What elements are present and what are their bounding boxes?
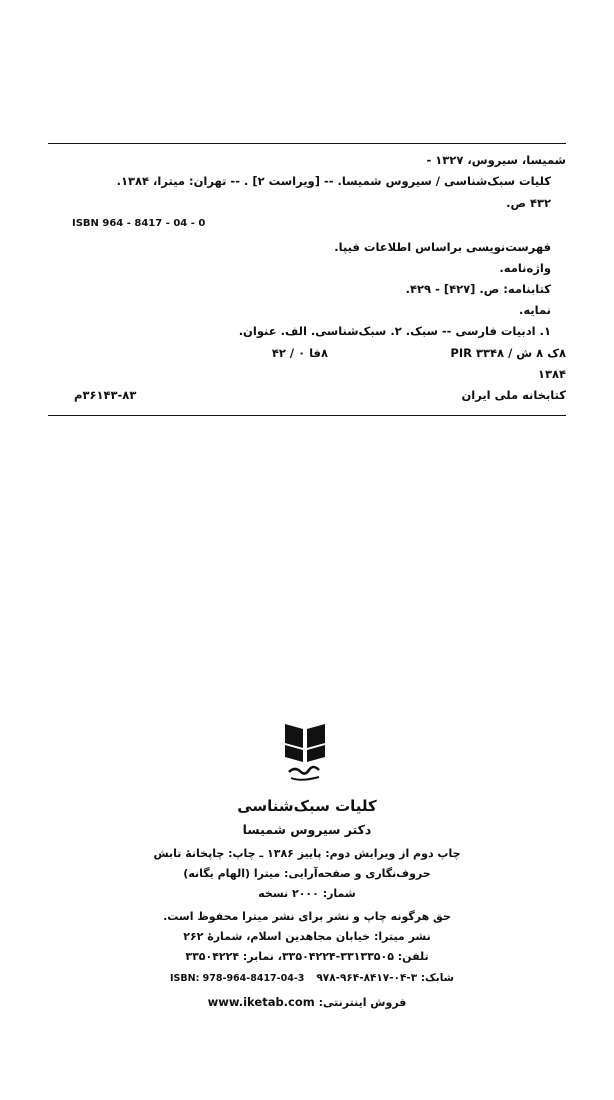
cip-record-number: ۳۶۱۴۳-۸۳م xyxy=(74,388,137,402)
cip-class-dewey: ۸فا ۰ / ۴۲ xyxy=(271,346,328,360)
colophon-typesetting: حروف‌نگاری و صفحه‌آرایی: میترا (الهام یگانه) xyxy=(183,867,431,880)
website-link[interactable]: www.iketab.com xyxy=(207,995,315,1009)
colophon-print-run: شمار: ۲۰۰۰ نسخه xyxy=(258,887,356,900)
publisher-logo xyxy=(283,722,327,782)
cip-year: ۱۳۸۴ xyxy=(537,367,566,381)
colophon-isbn-persian: شابک: ۳-۰۴-۸۴۱۷-۹۶۴-۹۷۸ xyxy=(316,972,454,984)
cip-library: کتابخانه ملی ایران xyxy=(461,388,566,402)
online-sales-label: فروش اینترنتی: xyxy=(318,996,407,1009)
cip-glossary: واژه‌نامه. xyxy=(499,261,551,275)
colophon-book-title: کلیات سبک‌شناسی xyxy=(237,797,377,815)
online-sales xyxy=(0,995,614,1009)
cip-isbn: ISBN 964 - 8417 - 04 - 0 xyxy=(72,218,206,229)
cip-author: شمیسا، سیروس، ۱۳۲۷ - xyxy=(426,153,566,167)
cip-fipa: فهرست‌نویسی براساس اطلاعات فیپا. xyxy=(334,240,551,254)
bottom-rule xyxy=(48,415,566,416)
cip-class-pir: ۸ک ۸ ش / PIR ۳۳۴۸ xyxy=(450,346,566,360)
cip-index: نمایه. xyxy=(518,303,551,317)
publisher-logo-graphic xyxy=(283,722,327,782)
colophon-isbn-latin: ISBN: 978-964-8417-04-3 xyxy=(170,973,305,984)
colophon-address: نشر میترا: خیابان مجاهدین اسلام، شمارهٔ ۲۶۲ xyxy=(183,930,431,943)
colophon-phone: تلفن: ۳۳۱۳۳۵۰۵-۳۳۵۰۴۲۲۴، نمابر: ۳۳۵۰۴۲۲۴ xyxy=(185,950,429,963)
colophon-edition: چاپ دوم از ویرایش دوم: پاییز ۱۳۸۶ ـ چاپ: چاپخانهٔ تابش xyxy=(153,847,461,860)
cip-pages: ۴۳۲ ص. xyxy=(506,196,551,210)
cip-subjects: ۱. ادبیات فارسی -- سبک. ۲. سبک‌شناسی. الف. عنوان. xyxy=(238,324,551,338)
colophon-rights: حق هرگونه چاپ و نشر برای نشر میترا محفوظ است. xyxy=(163,910,451,923)
cip-title: کلیات سبک‌شناسی / سیروس شمیسا. -- [ویراست ۲] . -- تهران: میترا، ۱۳۸۴. xyxy=(116,174,551,188)
top-rule xyxy=(48,143,566,144)
colophon-author: دکتر سیروس شمیسا xyxy=(242,822,372,837)
cip-bibliography: کتابنامه: ص. [۴۲۷] - ۴۲۹. xyxy=(405,282,551,296)
